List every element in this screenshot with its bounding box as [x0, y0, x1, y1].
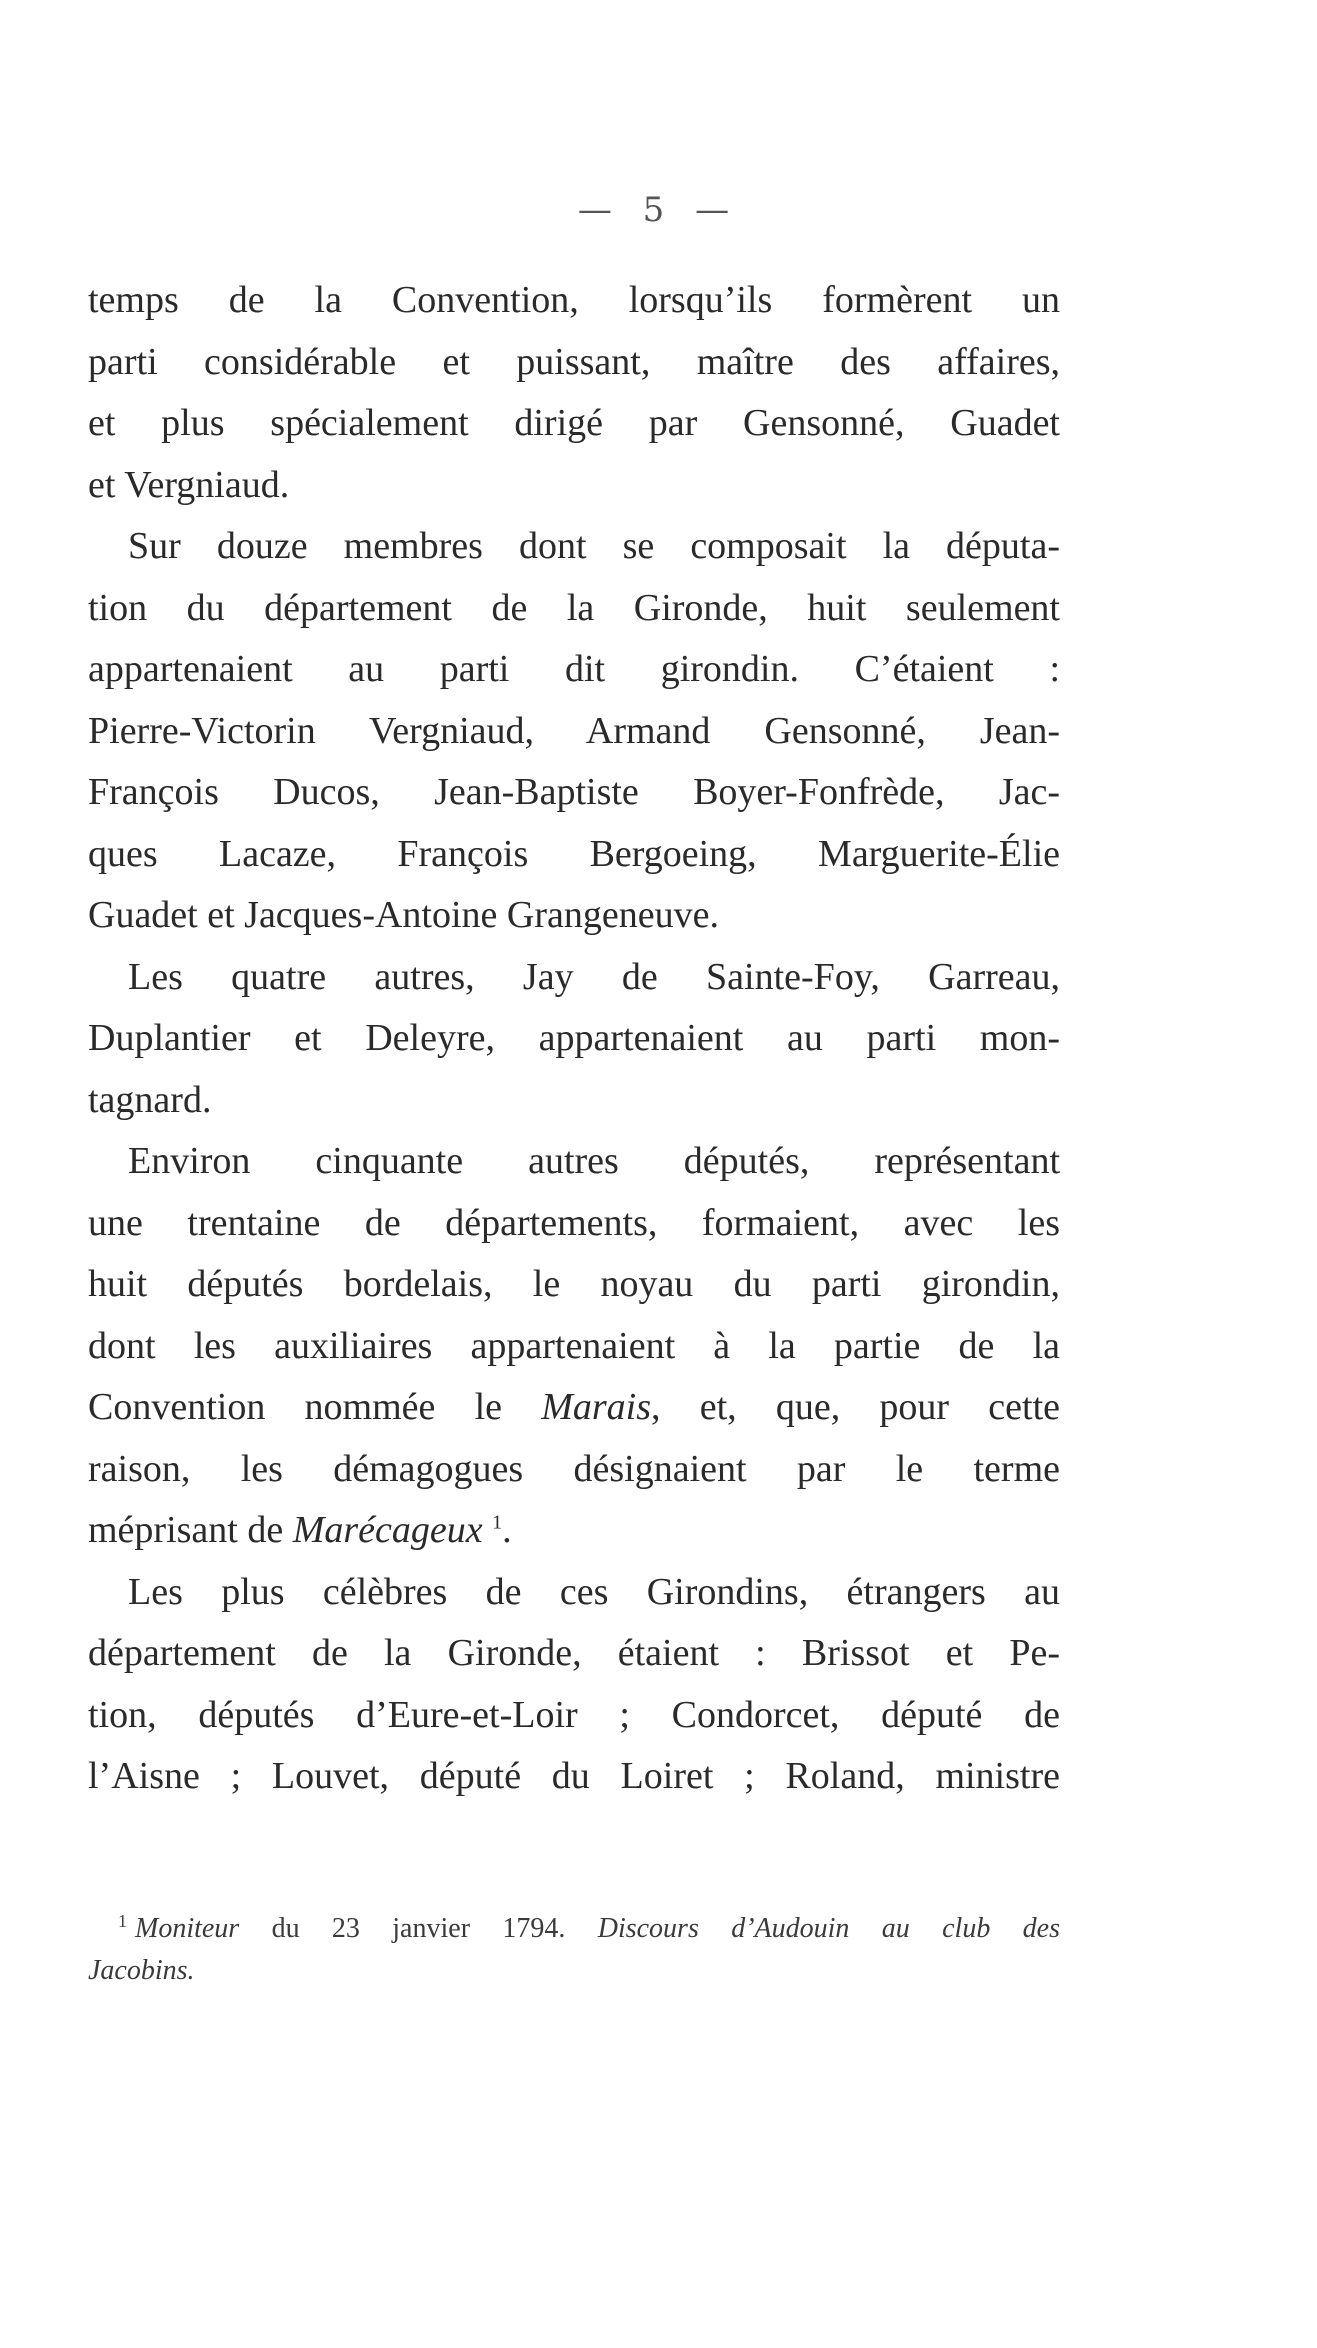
text-line: département de la Gironde, étaient : Brissot et Pe-	[88, 1632, 1060, 1674]
text-line: et plus spécialement dirigé par Gensonné, Guadet	[88, 402, 1060, 444]
paragraph-3	[88, 947, 1060, 1132]
page-number: — 5 —	[577, 190, 740, 230]
footnote-text: du 23 janvier 1794.	[239, 1913, 598, 1944]
text-line: appartenaient au parti dit girondin. C’étaient :	[88, 648, 1060, 690]
paragraph-5	[88, 1562, 1060, 1808]
text-line: tion, députés d’Eure-et-Loir ; Condorcet, député de	[88, 1693, 1060, 1736]
footnote-title-cont: Jacobins.	[88, 1955, 195, 1986]
italic-term-marecageux: Marécageux	[292, 1509, 483, 1551]
text-line: Pierre-Victorin Vergniaud, Armand Gensonné, Jean-	[88, 709, 1060, 752]
text-line: dont les auxiliaires appartenaient à la partie de la	[88, 1324, 1060, 1367]
text-line: Guadet et Jacques-Antoine Grangeneuve.	[88, 894, 719, 936]
text-line: raison, les démagogues désignaient par le terme	[88, 1447, 1060, 1490]
text-fragment: .	[502, 1509, 512, 1551]
paragraph-4	[88, 1131, 1060, 1562]
text-line: François Ducos, Jean-Baptiste Boyer-Fonfrède, Jac-	[88, 771, 1060, 813]
text-line	[88, 1500, 1060, 1562]
footnote-line	[88, 1908, 1060, 1950]
text-line: tion du département de la Gironde, huit seulement	[88, 586, 1060, 629]
paragraph-1	[88, 270, 1060, 516]
footnote-source: Moniteur	[135, 1913, 240, 1944]
text-line: temps de la Convention, lorsqu’ils formèrent un	[88, 279, 1060, 321]
body-text	[88, 270, 1060, 1808]
text-fragment: méprisant de	[88, 1509, 293, 1551]
text-fragment: Convention nommée le	[88, 1386, 542, 1428]
text-line: tagnard.	[88, 1078, 212, 1121]
footnote-mark: 1	[118, 1910, 127, 1931]
text-line: Les plus célèbres de ces Girondins, étrangers au	[128, 1570, 1060, 1613]
text-line: une trentaine de départements, formaient, avec les	[88, 1201, 1060, 1244]
footnote	[88, 1908, 1060, 1992]
footnote-reference[interactable]: 1	[492, 1511, 503, 1534]
text-fragment: , et, que, pour cette	[651, 1386, 1060, 1428]
text-line: ques Lacaze, François Bergoeing, Marguerite-Élie	[88, 832, 1060, 875]
italic-term-marais: Marais	[541, 1386, 652, 1428]
text-line: Les quatre autres, Jay de Sainte-Foy, Garreau,	[128, 955, 1060, 998]
footnote-title: Discours d’Audouin au club des	[597, 1913, 1060, 1944]
text-line: Duplantier et Deleyre, appartenaient au parti mon-	[88, 1017, 1060, 1059]
paragraph-2	[88, 516, 1060, 947]
text-line	[88, 1377, 1060, 1439]
text-line: Environ cinquante autres députés, représentant	[128, 1140, 1060, 1182]
text-line: Sur douze membres dont se composait la députa-	[128, 525, 1060, 567]
text-line: huit députés bordelais, le noyau du parti girondin,	[88, 1263, 1060, 1305]
footnote-line	[88, 1950, 1060, 1992]
text-line: et Vergniaud.	[88, 463, 290, 506]
text-line: parti considérable et puissant, maître des affaires,	[88, 340, 1060, 383]
text-line: l’Aisne ; Louvet, député du Loiret ; Roland, ministre	[88, 1755, 1060, 1797]
